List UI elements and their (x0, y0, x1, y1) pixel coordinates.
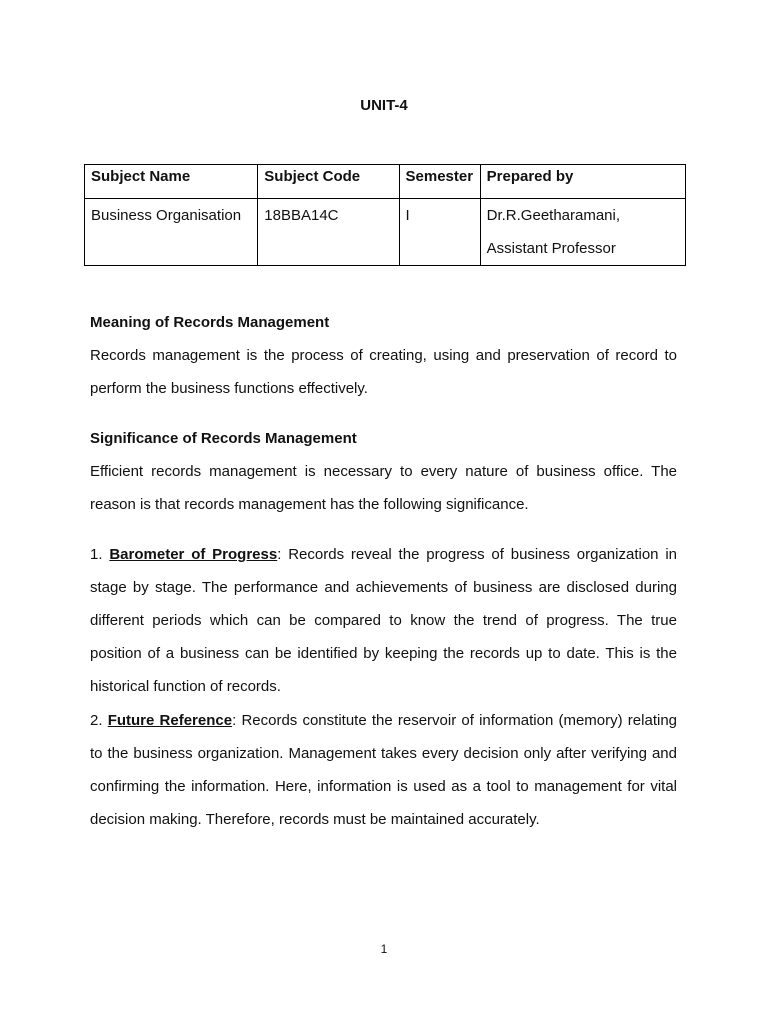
list-item (90, 704, 677, 836)
item-paragraph (90, 704, 677, 836)
header-prepared-by: Prepared by (480, 165, 685, 199)
significance-paragraph: Efficient records management is necessary to every nature of business office. The reason is that records management has the following significance. (90, 463, 677, 513)
item-term: Barometer of Progress (109, 546, 278, 563)
unit-title: UNIT-4 (360, 97, 408, 114)
header-subject-name: Subject Name (85, 165, 258, 199)
item-number: 2. (90, 712, 103, 729)
cell-subject-name: Business Organisation (85, 199, 258, 266)
meaning-paragraph: Records management is the process of creating, using and preservation of record to perform the business functions effectively. (90, 347, 677, 397)
item-paragraph (90, 538, 677, 703)
header-subject-code: Subject Code (258, 165, 399, 199)
prepared-by-name: Dr.R.Geetharamani, (486, 207, 621, 224)
header-semester: Semester (399, 165, 480, 199)
item-text: : Records reveal the progress of business organization in stage by stage. The performance and achievements of business are disclosed during different periods which can be compared to know the trend of progress. The true position of a business can be identified by keeping the records up to date. This is the historical function of records. (90, 546, 677, 695)
meaning-section (90, 306, 677, 405)
table-header-row (85, 165, 686, 199)
subject-info-table (84, 164, 686, 266)
cell-semester: I (399, 199, 480, 266)
significance-heading: Significance of Records Management (90, 430, 357, 447)
page-number: 1 (380, 942, 388, 956)
meaning-heading: Meaning of Records Management (90, 314, 330, 331)
list-item (90, 538, 677, 703)
cell-subject-code: 18BBA14C (258, 199, 399, 266)
item-text: : Records constitute the reservoir of information (memory) relating to the business organization. Management takes every decision only after verifying and confirming the information. Here, information is used as a tool to management for vital decision making. Therefore, records must be maintained accurately. (90, 712, 677, 828)
item-number: 1. (90, 546, 103, 563)
table-row (85, 199, 686, 266)
significance-section (90, 422, 677, 521)
item-term: Future Reference (107, 712, 233, 729)
prepared-by-title: Assistant Professor (486, 240, 616, 257)
cell-prepared-by (480, 199, 685, 266)
